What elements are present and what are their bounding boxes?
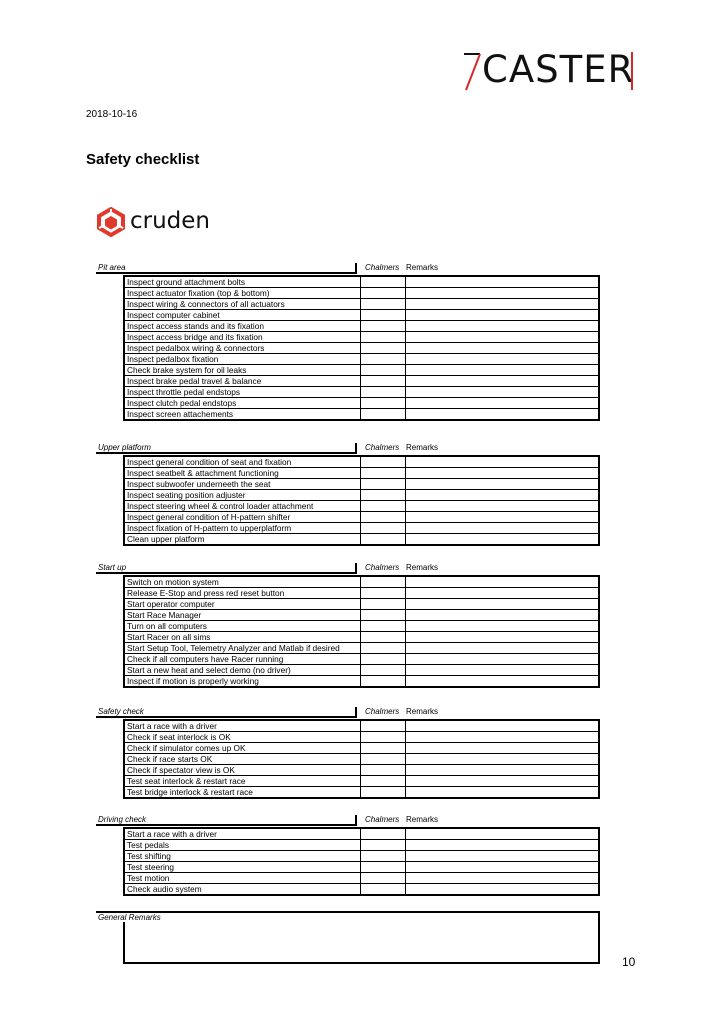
chalmers-check-cell[interactable] <box>360 468 405 479</box>
remarks-cell[interactable] <box>405 610 599 621</box>
remarks-cell[interactable] <box>405 468 599 479</box>
remarks-cell[interactable] <box>405 398 599 409</box>
remarks-cell[interactable] <box>405 776 599 787</box>
chalmers-check-cell[interactable] <box>360 409 405 421</box>
remarks-cell[interactable] <box>405 288 599 299</box>
cruden-logo <box>96 204 216 238</box>
checklist-section <box>96 707 600 799</box>
table-row <box>124 851 599 862</box>
column-header-chalmers: Chalmers <box>365 815 400 824</box>
remarks-cell[interactable] <box>405 599 599 610</box>
chalmers-check-cell[interactable] <box>360 610 405 621</box>
checklist-item-label: Start operator computer <box>124 599 360 610</box>
chalmers-check-cell[interactable] <box>360 732 405 743</box>
remarks-cell[interactable] <box>405 787 599 799</box>
section-header <box>96 815 600 827</box>
chalmers-check-cell[interactable] <box>360 588 405 599</box>
checklist-item-label: Check audio system <box>124 884 360 896</box>
checklist-item-label: Check brake system for oil leaks <box>124 365 360 376</box>
remarks-cell[interactable] <box>405 754 599 765</box>
remarks-cell[interactable] <box>405 354 599 365</box>
table-row <box>124 288 599 299</box>
table-row <box>124 884 599 896</box>
table-row <box>124 479 599 490</box>
table-row <box>124 468 599 479</box>
checklist-item-label: Test motion <box>124 873 360 884</box>
checklist-item-label: Turn on all computers <box>124 621 360 632</box>
checklist-item-label: Inspect ground attachment bolts <box>124 276 360 288</box>
column-header-remarks: Remarks <box>406 263 439 272</box>
section-title: Driving check <box>96 815 357 826</box>
remarks-cell[interactable] <box>405 387 599 398</box>
checklist-item-label: Inspect wiring & connectors of all actuators <box>124 299 360 310</box>
chalmers-check-cell[interactable] <box>360 310 405 321</box>
checklist-item-label: Inspect general condition of seat and fixation <box>124 456 360 468</box>
checklist-item-label: Check if race starts OK <box>124 754 360 765</box>
chalmers-check-cell[interactable] <box>360 840 405 851</box>
table-row <box>124 299 599 310</box>
remarks-cell[interactable] <box>405 743 599 754</box>
checklist-item-label: Inspect if motion is properly working <box>124 676 360 688</box>
remarks-cell[interactable] <box>405 299 599 310</box>
section-title: Safety check <box>96 707 357 718</box>
checklist-item-label: Inspect seatbelt & attachment functioning <box>124 468 360 479</box>
checklist-item-label: Inspect fixation of H-pattern to upperplatform <box>124 523 360 534</box>
chalmers-check-cell[interactable] <box>360 862 405 873</box>
checklist-item-label: Start a race with a driver <box>124 828 360 840</box>
section-header <box>96 707 600 719</box>
chalmers-check-cell[interactable] <box>360 776 405 787</box>
table-row <box>124 490 599 501</box>
chalmers-check-cell[interactable] <box>360 365 405 376</box>
chalmers-check-cell[interactable] <box>360 754 405 765</box>
checklist-section <box>96 443 600 546</box>
checklist-item-label: Start a new heat and select demo (no driver) <box>124 665 360 676</box>
table-row <box>124 632 599 643</box>
section-title: Pit area <box>96 263 357 274</box>
column-header-chalmers: Chalmers <box>365 707 400 716</box>
checklist-item-label: Inspect brake pedal travel & balance <box>124 376 360 387</box>
column-header-remarks: Remarks <box>406 443 439 452</box>
page-title: Safety checklist <box>86 151 200 168</box>
remarks-cell[interactable] <box>405 343 599 354</box>
table-row <box>124 610 599 621</box>
table-row <box>124 523 599 534</box>
table-row <box>124 398 599 409</box>
chalmers-check-cell[interactable] <box>360 501 405 512</box>
table-row <box>124 654 599 665</box>
chalmers-check-cell[interactable] <box>360 534 405 546</box>
table-row <box>124 676 599 688</box>
table-row <box>124 409 599 421</box>
remarks-cell[interactable] <box>405 720 599 732</box>
table-row <box>124 588 599 599</box>
table-row <box>124 576 599 588</box>
checklist-section <box>96 815 600 896</box>
chalmers-check-cell[interactable] <box>360 828 405 840</box>
table-row <box>124 828 599 840</box>
table-row <box>124 310 599 321</box>
chalmers-check-cell[interactable] <box>360 743 405 754</box>
remarks-cell[interactable] <box>405 840 599 851</box>
checklist-item-label: Switch on motion system <box>124 576 360 588</box>
table-row <box>124 376 599 387</box>
remarks-cell[interactable] <box>405 276 599 288</box>
caster-bar-icon <box>630 48 634 94</box>
remarks-cell[interactable] <box>405 828 599 840</box>
chalmers-check-cell[interactable] <box>360 512 405 523</box>
remarks-cell[interactable] <box>405 665 599 676</box>
checklist-item-label: Test seat interlock & restart race <box>124 776 360 787</box>
remarks-cell[interactable] <box>405 732 599 743</box>
checklist-item-label: Inspect subwoofer underneeth the seat <box>124 479 360 490</box>
chalmers-check-cell[interactable] <box>360 720 405 732</box>
checklist-item-label: Inspect access stands and its fixation <box>124 321 360 332</box>
table-row <box>124 321 599 332</box>
remarks-cell[interactable] <box>405 884 599 896</box>
checklist-item-label: Clean upper platform <box>124 534 360 546</box>
remarks-cell[interactable] <box>405 409 599 421</box>
checklist-item-label: Check if simulator comes up OK <box>124 743 360 754</box>
table-row <box>124 732 599 743</box>
checklist-table <box>123 275 600 421</box>
remarks-cell[interactable] <box>405 534 599 546</box>
checklist-item-label: Start Racer on all sims <box>124 632 360 643</box>
remarks-cell[interactable] <box>405 456 599 468</box>
checklist-table <box>123 455 600 546</box>
checklist-item-label: Inspect actuator fixation (top & bottom) <box>124 288 360 299</box>
checklist-item-label: Check if spectator view is OK <box>124 765 360 776</box>
table-row <box>124 365 599 376</box>
chalmers-check-cell[interactable] <box>360 321 405 332</box>
chalmers-check-cell[interactable] <box>360 576 405 588</box>
general-remarks-section <box>96 911 600 964</box>
remarks-cell[interactable] <box>405 479 599 490</box>
table-row <box>124 512 599 523</box>
column-header-remarks: Remarks <box>406 563 439 572</box>
table-row <box>124 720 599 732</box>
checklist-item-label: Test steering <box>124 862 360 873</box>
section-header <box>96 263 600 275</box>
checklist-item-label: Check if all computers have Racer running <box>124 654 360 665</box>
table-row <box>124 501 599 512</box>
table-row <box>124 862 599 873</box>
column-header-chalmers: Chalmers <box>365 443 400 452</box>
table-row <box>124 643 599 654</box>
table-row <box>124 754 599 765</box>
chalmers-check-cell[interactable] <box>360 343 405 354</box>
table-row <box>124 387 599 398</box>
table-row <box>124 343 599 354</box>
chalmers-check-cell[interactable] <box>360 456 405 468</box>
chalmers-check-cell[interactable] <box>360 387 405 398</box>
table-row <box>124 534 599 546</box>
checklist-item-label: Test bridge interlock & restart race <box>124 787 360 799</box>
checklist-item-label: Inspect screen attachements <box>124 409 360 421</box>
chalmers-check-cell[interactable] <box>360 665 405 676</box>
chalmers-check-cell[interactable] <box>360 884 405 896</box>
chalmers-check-cell[interactable] <box>360 479 405 490</box>
chalmers-check-cell[interactable] <box>360 632 405 643</box>
section-title: Upper platform <box>96 443 357 454</box>
chalmers-check-cell[interactable] <box>360 299 405 310</box>
chalmers-check-cell[interactable] <box>360 354 405 365</box>
column-header-chalmers: Chalmers <box>365 263 400 272</box>
checklist-item-label: Test pedals <box>124 840 360 851</box>
remarks-cell[interactable] <box>405 490 599 501</box>
page-number: 10 <box>622 955 636 969</box>
chalmers-check-cell[interactable] <box>360 332 405 343</box>
remarks-cell[interactable] <box>405 376 599 387</box>
checklist-item-label: Test shifting <box>124 851 360 862</box>
section-header <box>96 443 600 455</box>
checklist-section <box>96 263 600 421</box>
remarks-cell[interactable] <box>405 873 599 884</box>
remarks-cell[interactable] <box>405 654 599 665</box>
chalmers-check-cell[interactable] <box>360 787 405 799</box>
chalmers-check-cell[interactable] <box>360 654 405 665</box>
document-date: 2018-10-16 <box>86 109 138 120</box>
checklist-table <box>123 827 600 896</box>
checklist-table <box>123 575 600 688</box>
table-row <box>124 873 599 884</box>
remarks-cell[interactable] <box>405 523 599 534</box>
table-row <box>124 621 599 632</box>
checklist-item-label: Start Setup Tool, Telemetry Analyzer and Matlab if desired <box>124 643 360 654</box>
caster-wordmark: CASTER <box>482 48 635 91</box>
checklist-item-label: Inspect computer cabinet <box>124 310 360 321</box>
table-row <box>124 665 599 676</box>
checklist-item-label: Inspect steering wheel & control loader attachment <box>124 501 360 512</box>
checklist-item-label: Start a race with a driver <box>124 720 360 732</box>
table-row <box>124 456 599 468</box>
chalmers-check-cell[interactable] <box>360 643 405 654</box>
chalmers-check-cell[interactable] <box>360 523 405 534</box>
remarks-cell[interactable] <box>405 576 599 588</box>
table-row <box>124 332 599 343</box>
table-row <box>124 787 599 799</box>
checklist-item-label: Inspect access bridge and its fixation <box>124 332 360 343</box>
remarks-cell[interactable] <box>405 588 599 599</box>
column-header-chalmers: Chalmers <box>365 563 400 572</box>
column-header-remarks: Remarks <box>406 815 439 824</box>
checklist-item-label: Inspect pedalbox fixation <box>124 354 360 365</box>
remarks-cell[interactable] <box>405 643 599 654</box>
table-row <box>124 765 599 776</box>
chalmers-check-cell[interactable] <box>360 676 405 688</box>
checklist-table <box>123 719 600 799</box>
chalmers-check-cell[interactable] <box>360 276 405 288</box>
chalmers-check-cell[interactable] <box>360 398 405 409</box>
remarks-cell[interactable] <box>405 365 599 376</box>
table-row <box>124 354 599 365</box>
table-row <box>124 599 599 610</box>
remarks-cell[interactable] <box>405 512 599 523</box>
remarks-cell[interactable] <box>405 332 599 343</box>
remarks-cell[interactable] <box>405 862 599 873</box>
column-header-remarks: Remarks <box>406 707 439 716</box>
chalmers-check-cell[interactable] <box>360 851 405 862</box>
remarks-cell[interactable] <box>405 621 599 632</box>
chalmers-check-cell[interactable] <box>360 873 405 884</box>
remarks-cell[interactable] <box>405 501 599 512</box>
table-row <box>124 743 599 754</box>
remarks-cell[interactable] <box>405 321 599 332</box>
checklist-item-label: Check if seat interlock is OK <box>124 732 360 743</box>
remarks-cell[interactable] <box>405 632 599 643</box>
section-header <box>96 563 600 575</box>
chalmers-check-cell[interactable] <box>360 599 405 610</box>
table-row <box>124 276 599 288</box>
checklist-item-label: Inspect throttle pedal endstops <box>124 387 360 398</box>
remarks-cell[interactable] <box>405 765 599 776</box>
chalmers-check-cell[interactable] <box>360 490 405 501</box>
checklist-item-label: Inspect clutch pedal endstops <box>124 398 360 409</box>
chalmers-check-cell[interactable] <box>360 376 405 387</box>
chalmers-check-cell[interactable] <box>360 621 405 632</box>
general-remarks-label: General Remarks <box>96 911 600 922</box>
section-title: Start up <box>96 563 357 574</box>
checklist-section <box>96 563 600 688</box>
cruden-wordmark: cruden <box>130 208 211 234</box>
checklist-item-label: Release E-Stop and press red reset button <box>124 588 360 599</box>
checklist-item-label: Start Race Manager <box>124 610 360 621</box>
caster-logo <box>462 48 637 94</box>
checklist-item-label: Inspect pedalbox wiring & connectors <box>124 343 360 354</box>
table-row <box>124 840 599 851</box>
general-remarks-field[interactable] <box>123 922 600 964</box>
table-row <box>124 776 599 787</box>
checklist-item-label: Inspect seating position adjuster <box>124 490 360 501</box>
remarks-cell[interactable] <box>405 851 599 862</box>
cruden-mark-icon <box>96 207 126 237</box>
remarks-cell[interactable] <box>405 676 599 688</box>
remarks-cell[interactable] <box>405 310 599 321</box>
chalmers-check-cell[interactable] <box>360 765 405 776</box>
checklist-item-label: Inspect general condition of H-pattern shifter <box>124 512 360 523</box>
chalmers-check-cell[interactable] <box>360 288 405 299</box>
